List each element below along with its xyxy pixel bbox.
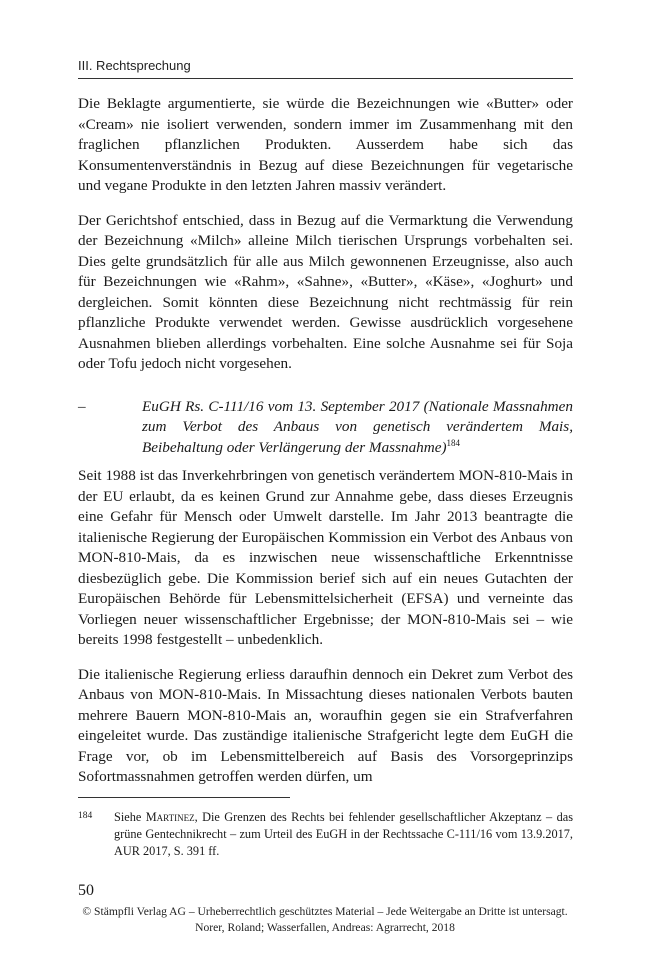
case-title-text: EuGH Rs. C-111/16 vom 13. September 2017 (Nationale Massnahmen zum Verbot des Anbaus von genetisch verändertem Mais, Beibehaltung oder Verlängerung der Massnahme)	[142, 397, 573, 456]
page-number: 50	[78, 882, 94, 899]
citation-line: Norer, Roland; Wasserfallen, Andreas: Agrarrecht, 2018	[195, 921, 455, 934]
copyright-line: © Stämpfli Verlag AG – Urheberrechtlich geschütztes Material – Jede Weitergabe an Dritte ist untersagt.	[82, 905, 568, 918]
case-heading	[78, 397, 573, 459]
footnote-rule	[78, 797, 290, 798]
paragraph: Der Gerichtshof entschied, dass in Bezug auf die Vermarktung die Verwendung der Bezeichnung «Milch» alleine Milch tierischen Ursprungs vorbehalten sei. Dies gelte grundsätzlich für alle aus Milch gewonnenen Erzeugnisse, also auch für Bezeichnungen wie «Rahm», «Sahne», «Butter», «Käse», «Joghurt» und dergleichen. Somit könnten diese Bezeichnung nicht rechtmässig für rein pflanzliche Produkte verwendet werden. Gewisse ausdrücklich vorgesehene Ausnahmen blieben allerdings vorbehalten. Eine solche Ausnahme sei für Soja oder Tofu jedoch nicht vorgesehen.	[78, 211, 573, 372]
case-title	[142, 397, 573, 459]
footnote-reference: 184	[446, 437, 461, 448]
paragraph: Seit 1988 ist das Inverkehrbringen von genetisch verändertem MON-810-Mais in der EU erlaubt, da es keinen Grund zur Annahme gebe, dass dieses Erzeugnis eine Gefahr für Mensch oder Umwelt darstelle. Im Jahr 2013 beantragte die italienische Regierung der Europäischen Kommission ein Verbot des Anbaus von MON-810-Mais, da es inzwischen neue wissenschaftliche Erkenntnisse diesbezüglich gebe. Die Kommission berief sich auf ein neues Gutachten der Europäischen Behörde für Lebensmittelsicherheit (EFSA) und verneinte das Vorliegen neuer wissenschaftlicher Ergebnisse; der MON-810-Mais sei – wie bereits 1998 festgestellt – unbedenklich.	[78, 467, 573, 648]
footnote-text	[114, 809, 573, 860]
running-header: III. Rechtsprechung	[78, 58, 573, 79]
footnote	[78, 809, 573, 860]
footnote-author: Martinez	[145, 810, 195, 824]
footnote-number: 184	[78, 811, 93, 821]
copyright-notice	[0, 904, 650, 936]
footnote-body: , Die Grenzen des Rechts bei fehlender gesellschaftlicher Akzeptanz – das grüne Gentechnikrecht – zum Urteil des EuGH in der Rechtssache C-111/16 vom 13.9.2017, AUR 2017, S. 391 ff.	[114, 810, 574, 858]
paragraph: Die italienische Regierung erliess daraufhin dennoch ein Dekret zum Verbot des Anbaus von MON-810-Mais. In Missachtung dieses nationalen Verbots bauten mehrere Bauern MON-810-Mais an, woraufhin gegen sie ein Strafverfahren eingeleitet wurde. Das zuständige italienische Strafgericht legte dem EuGH die Frage vor, ob im Lebensmittelbereich auf Basis des Vorsorgeprinzips Sofortmassnahmen getroffen werden dürfen, um	[78, 665, 573, 785]
case-dash: –	[78, 397, 86, 415]
main-text	[78, 94, 573, 802]
paragraph: Die Beklagte argumentierte, sie würde die Bezeichnungen wie «Butter» oder «Cream» nie isoliert verwenden, sondern immer im Zusammenhang mit den fraglichen pflanzlichen Produkten. Ausserdem habe sich das Konsumentenverständnis in Bezug auf diese Bezeichnungen für vegetarische und vegane Produkte in den letzten Jahren massiv verändert.	[78, 95, 573, 194]
footnote-lead: Siehe	[114, 810, 142, 824]
